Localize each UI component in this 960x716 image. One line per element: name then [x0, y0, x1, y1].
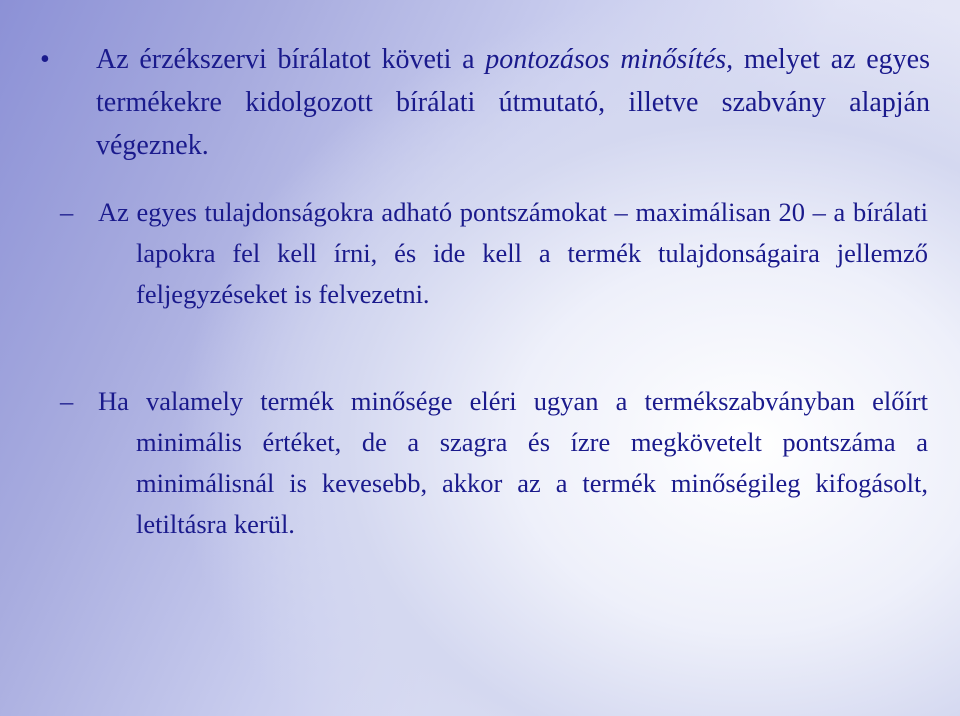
sub-item-scoring-text [98, 192, 928, 315]
main-bullet [40, 38, 930, 167]
sub-item-rejection [60, 381, 928, 545]
main-bullet-text-after: melyet az egyes termékekre kidolgozott bírálati útmutató, illetve szabvány alapján végeznek. [96, 44, 930, 161]
sub-item-rejection-content: Ha valamely termék minősége eléri ugyan a termékszabványban előírt minimális értéket, de a szagra és ízre megkövetelt pontszáma a minimálisnál is kevesebb, akkor az a termék minőségileg kifogásolt, letiltásra kerül. [98, 386, 928, 539]
sub-item-rejection-text [98, 381, 928, 545]
bullet-icon: • [40, 44, 50, 75]
sub-item-scoring [60, 192, 928, 315]
dash-icon: – [60, 197, 74, 227]
main-bullet-emphasis: pontozásos minősítés, [485, 44, 734, 75]
main-bullet-text [96, 38, 930, 167]
sub-item-scoring-content: Az egyes tulajdonságokra adható pontszámokat – maximálisan 20 – a bírálati lapokra fel kell írni, és ide kell a termék tulajdonságaira jellemző feljegyzéseket is felvezetni. [98, 197, 928, 309]
dash-icon: – [60, 386, 74, 416]
main-bullet-text-before: Az érzékszervi bírálatot követi a [96, 44, 486, 75]
